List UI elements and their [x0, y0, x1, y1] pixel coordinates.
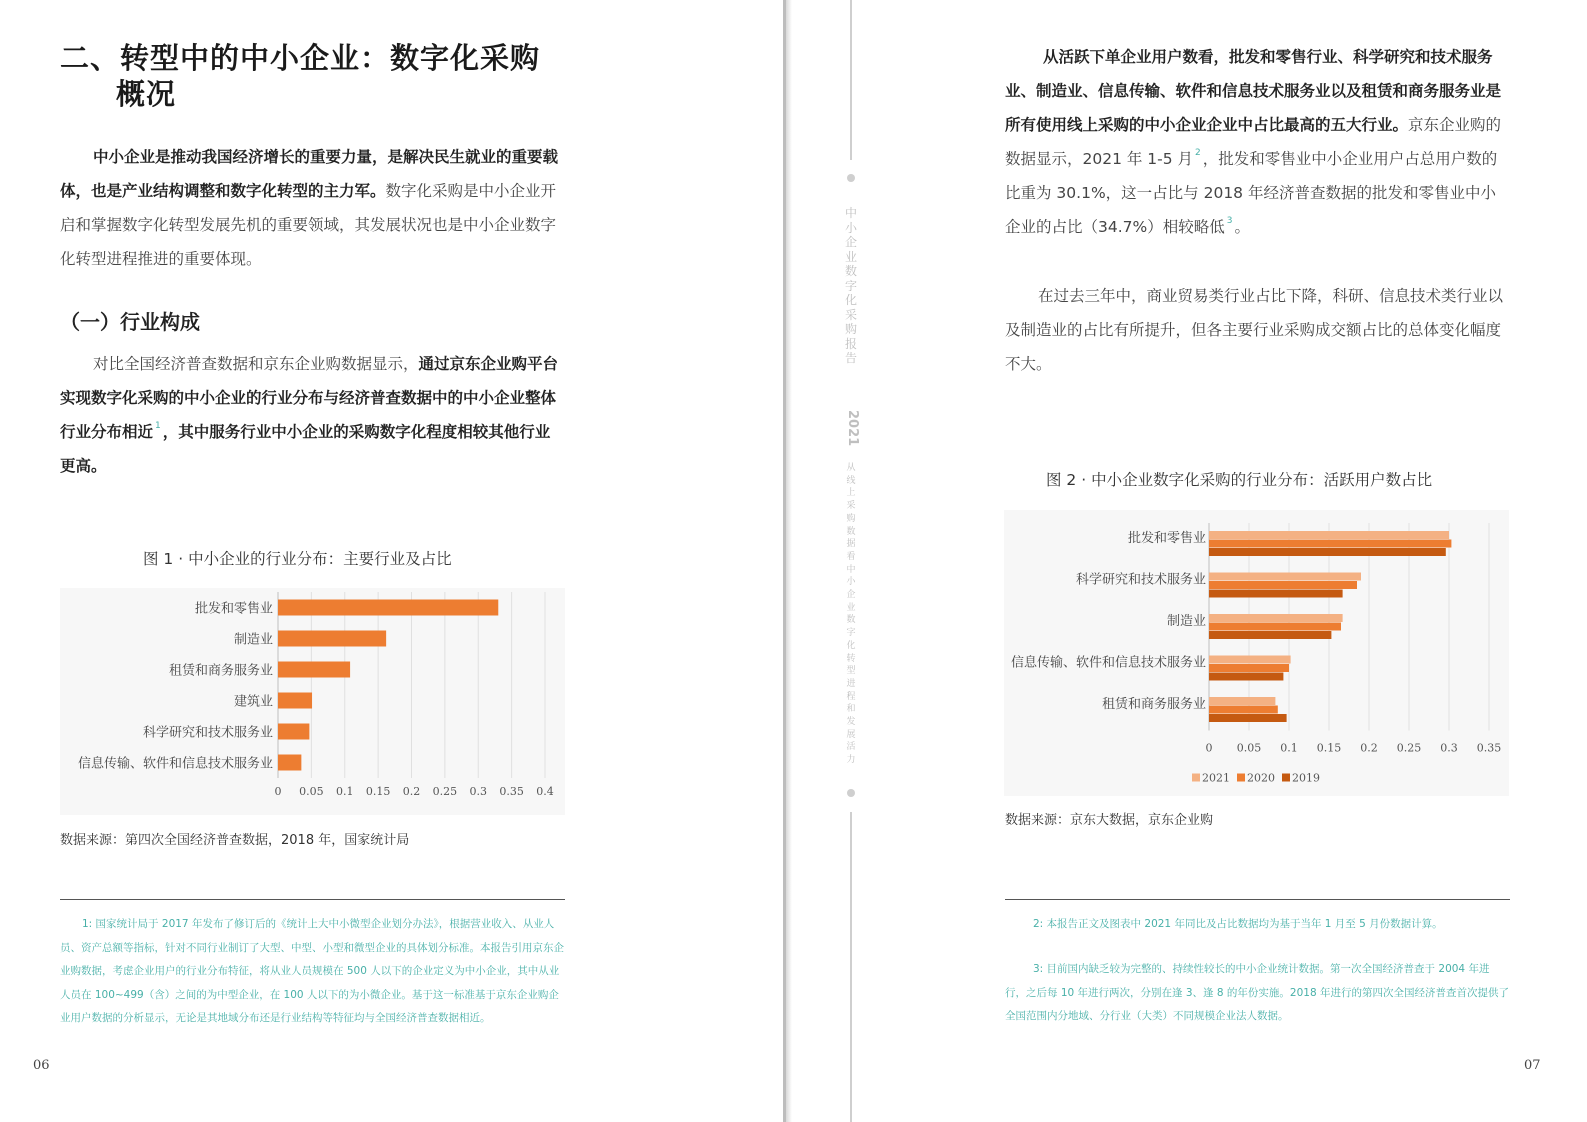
footnote-2: 2: 本报告正文及图表中 2021 年同比及占比数据均为基于当年 1 月至 5 月份数据计算。 [1033, 918, 1443, 930]
chart-2-tick-label: 0.35 [1476, 741, 1502, 755]
chart-2-category-label: 租赁和商务服务业 [1101, 696, 1206, 712]
chart-2-legend-swatch-2020 [1237, 774, 1245, 782]
chart-2-legend-label: 2021 [1202, 771, 1230, 785]
chart-2-tick-label: 0.1 [1280, 741, 1298, 755]
chart-1-tick-label: 0.35 [499, 785, 524, 798]
footnote-divider-right [1005, 899, 1510, 900]
chart-2-bar-2019 [1209, 673, 1283, 681]
spine-subtitle: 从线上采购数据看中小企业数字化转型进程和发展活力 [846, 463, 856, 766]
chart-1-category-label: 租赁和商务服务业 [168, 663, 273, 679]
figure-2-chart [1004, 510, 1509, 796]
active-users-text-1: 京东企业购的数据显示，2021 年 1-5 月 [1005, 116, 1502, 168]
chart-2-bar-2020 [1209, 581, 1357, 589]
chart-2-bar-2019 [1209, 631, 1331, 639]
chart-2-bar-2020 [1209, 706, 1278, 714]
figure-2-caption: 图 2 · 中小企业数字化采购的行业分布：活跃用户数占比 [1046, 471, 1433, 489]
right-page [790, 0, 1587, 1122]
chart-2-legend-swatch-2021 [1192, 774, 1200, 782]
chart-2-legend-label: 2020 [1247, 771, 1275, 785]
title-line-1: 二、转型中的中小企业：数字化采购 [60, 41, 541, 75]
chart-1-bar [278, 600, 498, 616]
intro-text: 数字化采购是中小企业开启和掌握数字化转型发展先机的重要领域，其发展状况也是中小企业数字化转型进程推进的重要体现。 [60, 182, 557, 268]
chart-1-tick-label: 0.2 [402, 785, 421, 798]
industry-bold-2: ，其中服务行业中小企业的采购数字化程度相较其他行业更高。 [60, 423, 551, 475]
chart-2-bar-2021 [1209, 614, 1343, 622]
chart-2-category-label: 信息传输、软件和信息技术服务业 [1010, 655, 1206, 671]
footnote-ref-2[interactable]: 2 [1195, 148, 1201, 158]
figure-2-source: 数据来源：京东大数据，京东企业购 [1005, 813, 1214, 828]
figure-1-source: 数据来源：第四次全国经济普查数据，2018 年，国家统计局 [60, 833, 410, 848]
chart-2-tick-label: 0.2 [1360, 741, 1378, 755]
industry-bold-1: 通过京东企业购平台实现数字化采购的中小企业的行业分布与经济普查数据中的中小企业整体行业分布相近 [60, 355, 559, 441]
chart-1-category-label: 制造业 [233, 632, 273, 648]
chart-2-bar-2020 [1209, 664, 1289, 672]
industry-paragraph [60, 347, 565, 483]
chart-2-bar-2019 [1209, 590, 1343, 598]
chart-2-category-label: 批发和零售业 [1127, 530, 1206, 546]
chart-2-legend-label: 2019 [1292, 771, 1320, 785]
active-users-paragraph [1005, 40, 1510, 244]
footnote-ref-3[interactable]: 3 [1226, 216, 1233, 226]
chart-1-tick-label: 0.25 [432, 785, 458, 798]
chart-2-bar-2019 [1209, 548, 1446, 556]
spine-report-title: 中小企业数字化采购报告 [844, 206, 857, 365]
chart-1-bar [278, 662, 350, 678]
figure-1-caption: 图 1 · 中小企业的行业分布：主要行业及占比 [143, 550, 452, 568]
footnote-3: 3: 目前国内缺乏较为完整的、持续性较长的中小企业统计数据。第一次全国经济普查于 2004 年进行，之后每 10 年进行两次，分别在逢 3、逢 8 的年份实施。2018 年进行的第四次全国经济普查首次提供了全国范围内分地域、分行业（大类）不同规模企业法人数据。 [1005, 963, 1509, 1022]
chart-2-bar-2019 [1209, 714, 1287, 722]
chart-1-category-label: 科学研究和技术服务业 [142, 725, 273, 741]
figure-1-chart [60, 588, 565, 815]
left-page [0, 0, 785, 1122]
chart-2-tick-label: 0.05 [1236, 741, 1262, 755]
chart-2-bar-2020 [1209, 623, 1341, 631]
chart-2-tick-label: 0.25 [1396, 741, 1422, 755]
trend-paragraph: 在过去三年中，商业贸易类行业占比下降，科研、信息技术类行业以及制造业的占比有所提升，但各主要行业采购成交额占比的总体变化幅度不大。 [1005, 287, 1504, 373]
footnote-divider [60, 899, 565, 900]
chart-2-category-label: 科学研究和技术服务业 [1075, 572, 1206, 588]
chart-1-background [60, 588, 565, 815]
chart-1-tick-label: 0.3 [469, 785, 487, 798]
intro-bold: 中小企业是推动我国经济增长的重要力量，是解决民生就业的重要载体，也是产业结构调整和数字化转型的主力军。 [60, 148, 559, 200]
chart-1-bar [278, 631, 386, 647]
footnote-ref-1[interactable]: 1 [155, 421, 161, 431]
chart-1-category-label: 建筑业 [233, 694, 273, 710]
chart-2-tick-label: 0.3 [1440, 741, 1458, 755]
chart-2-bar-2021 [1209, 531, 1449, 539]
chart-1-bar [278, 755, 301, 771]
chart-1-tick-label: 0.4 [536, 785, 554, 798]
spine-year: 2021 [845, 410, 860, 447]
chart-2-category-label: 制造业 [1166, 613, 1206, 629]
subsection-title: （一）行业构成 [60, 310, 200, 334]
chart-2-bar-2021 [1209, 573, 1361, 581]
chart-2-legend-swatch-2019 [1282, 774, 1290, 782]
title-line-2: 概况 [116, 77, 177, 111]
chart-1-bar [278, 693, 312, 709]
chart-1-bar [278, 724, 309, 740]
chart-2-bar-2020 [1209, 540, 1451, 548]
chart-1-category-label: 信息传输、软件和信息技术服务业 [77, 756, 273, 772]
chart-2-tick-label: 0 [1205, 741, 1213, 755]
industry-text: 对比全国经济普查数据和京东企业购数据显示， [93, 355, 419, 373]
footnote-1: 1: 国家统计局于 2017 年发布了修订后的《统计上大中小微型企业划分办法》，根据营业收入、从业人员、资产总额等指标，针对不同行业制订了大型、中型、小型和微型企业的具体划分标准。本报告引用京东企业购数据，考虑企业用户的行业分布特征，将从业人员规模在 500 人以下的企业定义为中小企业，其中从业人员在 100~499（含）之间的为中型企业，在 100 人以下的为小微企业。基于这一标准基于京东企业购企业用户数据的分析显示，无论是其地域分布还是行业结构等特征均与全国经济普查数据相近。 [60, 918, 564, 1024]
chart-2-tick-label: 0.15 [1316, 741, 1342, 755]
active-users-text-3: 。 [1234, 218, 1250, 236]
section-title [60, 40, 580, 112]
active-users-text-2: ，批发和零售业中小企业用户占总用户数的比重为 30.1%，这一占比与 2018 年经济普查数据的批发和零售业中小企业的占比（34.7%）相较略低 [1005, 150, 1498, 236]
chart-1-tick-label: 0 [274, 785, 282, 798]
chart-1-tick-label: 0.05 [299, 785, 324, 798]
chart-1-tick-label: 0.15 [365, 785, 391, 798]
chart-2-bar-2021 [1209, 697, 1275, 705]
chart-2-bar-2021 [1209, 656, 1291, 664]
page-number-right: 07 [1524, 1058, 1541, 1073]
chart-1-tick-label: 0.1 [336, 785, 354, 798]
page-number-left: 06 [33, 1058, 50, 1073]
intro-paragraph [60, 140, 565, 276]
chart-1-category-label: 批发和零售业 [194, 601, 273, 617]
active-users-bold: 从活跃下单企业用户数看，批发和零售行业、科学研究和技术服务业、制造业、信息传输、软件和信息技术服务业以及租赁和商务服务业是所有使用线上采购的中小企业企业中占比最高的五大行业。 [1005, 48, 1502, 134]
